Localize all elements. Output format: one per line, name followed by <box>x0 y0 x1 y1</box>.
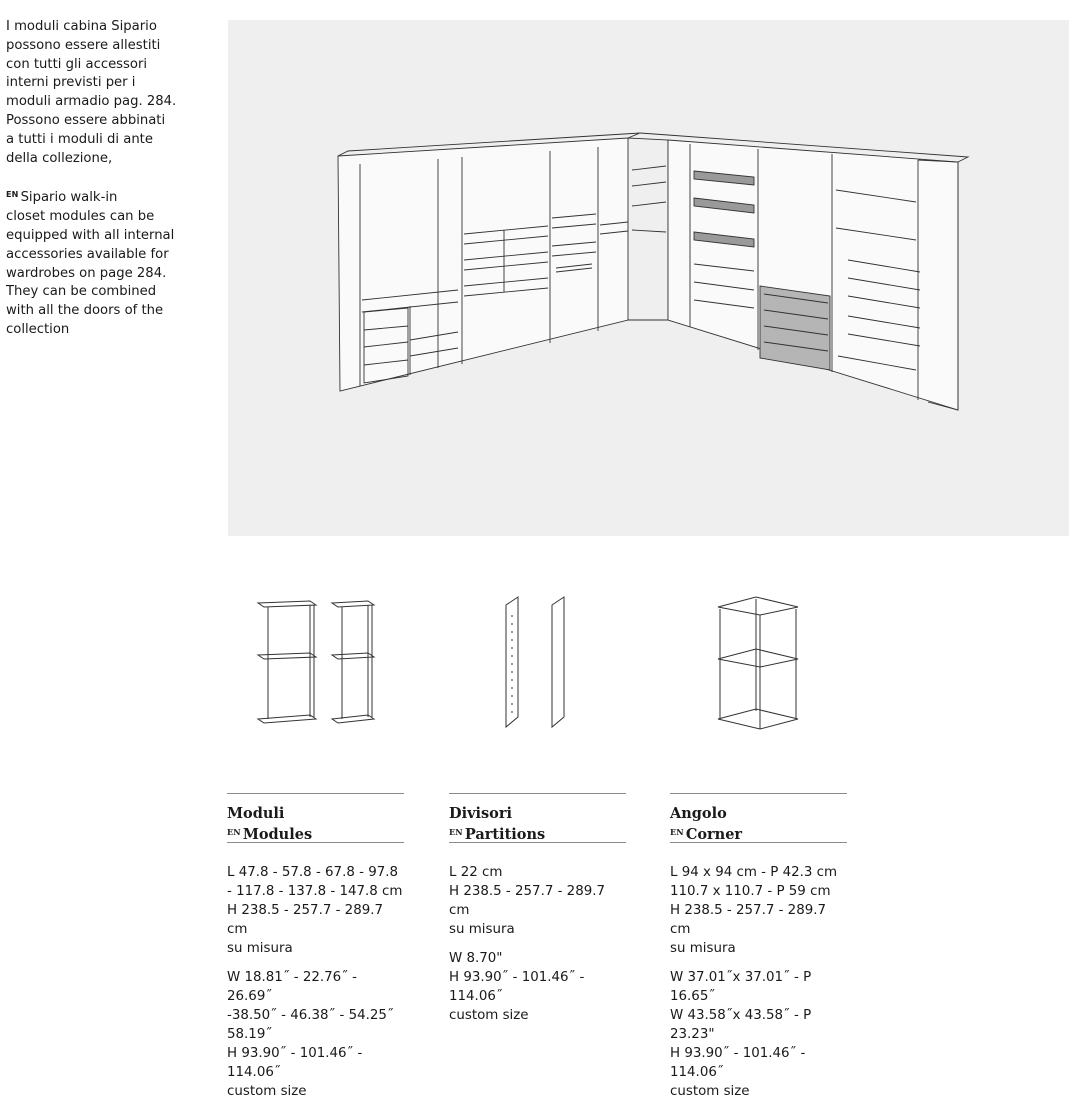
title-italian: Divisori <box>449 805 512 822</box>
modules-column <box>227 793 404 1101</box>
en-tag: EN <box>6 190 19 200</box>
corner-column <box>670 793 847 1101</box>
modules-thumbnail <box>250 595 390 735</box>
title-english-line <box>449 823 626 844</box>
specs-metric: L 22 cm H 238.5 - 257.7 - 289.7 cm su misura <box>449 865 606 937</box>
title-english-line <box>227 823 404 844</box>
title-english: Partitions <box>464 826 546 843</box>
title-english: Modules <box>242 826 313 843</box>
intro-italian: I moduli cabina Sipario possono essere allestiti con tutti gli accessori interni previsti per i moduli armadio pag. 284. Possono essere abbinati a tutti i moduli di ante della collezione, <box>6 19 177 166</box>
intro-english-text: Sipario walk-in closet modules can be equipped with all internal accessories available for wardrobes on page 284. They can be combined with all the doors of the collection <box>6 190 175 337</box>
specs-metric: L 94 x 94 cm - P 42.3 cm 110.7 x 110.7 - P 59 cm H 238.5 - 257.7 - 289.7 cm su misura <box>670 865 838 956</box>
title-english: Corner <box>685 826 743 843</box>
en-tag: EN <box>670 827 684 837</box>
modules-specs <box>227 863 404 1101</box>
intro-text <box>6 18 196 340</box>
hero-illustration <box>228 20 1069 536</box>
partitions-column <box>449 793 626 1025</box>
specs-metric: L 47.8 - 57.8 - 67.8 - 97.8 - 117.8 - 137.8 - 147.8 cm H 238.5 - 257.7 - 289.7 cm su misura <box>227 865 403 956</box>
corner-specs <box>670 863 847 1101</box>
walk-in-closet-drawing <box>228 20 1069 536</box>
en-tag: EN <box>227 827 241 837</box>
partitions-title <box>449 794 626 842</box>
specs-imperial: W 37.01˝x 37.01˝ - P 16.65˝ W 43.58˝x 43.58˝ - P 23.23" H 93.90˝ - 101.46˝ - 114.06˝ custom size <box>670 970 812 1099</box>
partitions-specs <box>449 863 626 1025</box>
title-english-line <box>670 823 847 844</box>
corner-title <box>670 794 847 842</box>
title-italian: Angolo <box>670 805 727 822</box>
specs-imperial: W 18.81˝ - 22.76˝ - 26.69˝ -38.50˝ - 46.38˝ - 54.25˝ 58.19˝ H 93.90˝ - 101.46˝ - 114.06˝ custom size <box>227 970 394 1099</box>
modules-title <box>227 794 404 842</box>
specs-imperial: W 8.70" H 93.90˝ - 101.46˝ - 114.06˝ custom size <box>449 951 585 1023</box>
en-tag: EN <box>449 827 463 837</box>
intro-english <box>6 186 196 339</box>
corner-thumbnail <box>712 593 807 733</box>
title-italian: Moduli <box>227 805 285 822</box>
partitions-thumbnail <box>500 595 580 735</box>
